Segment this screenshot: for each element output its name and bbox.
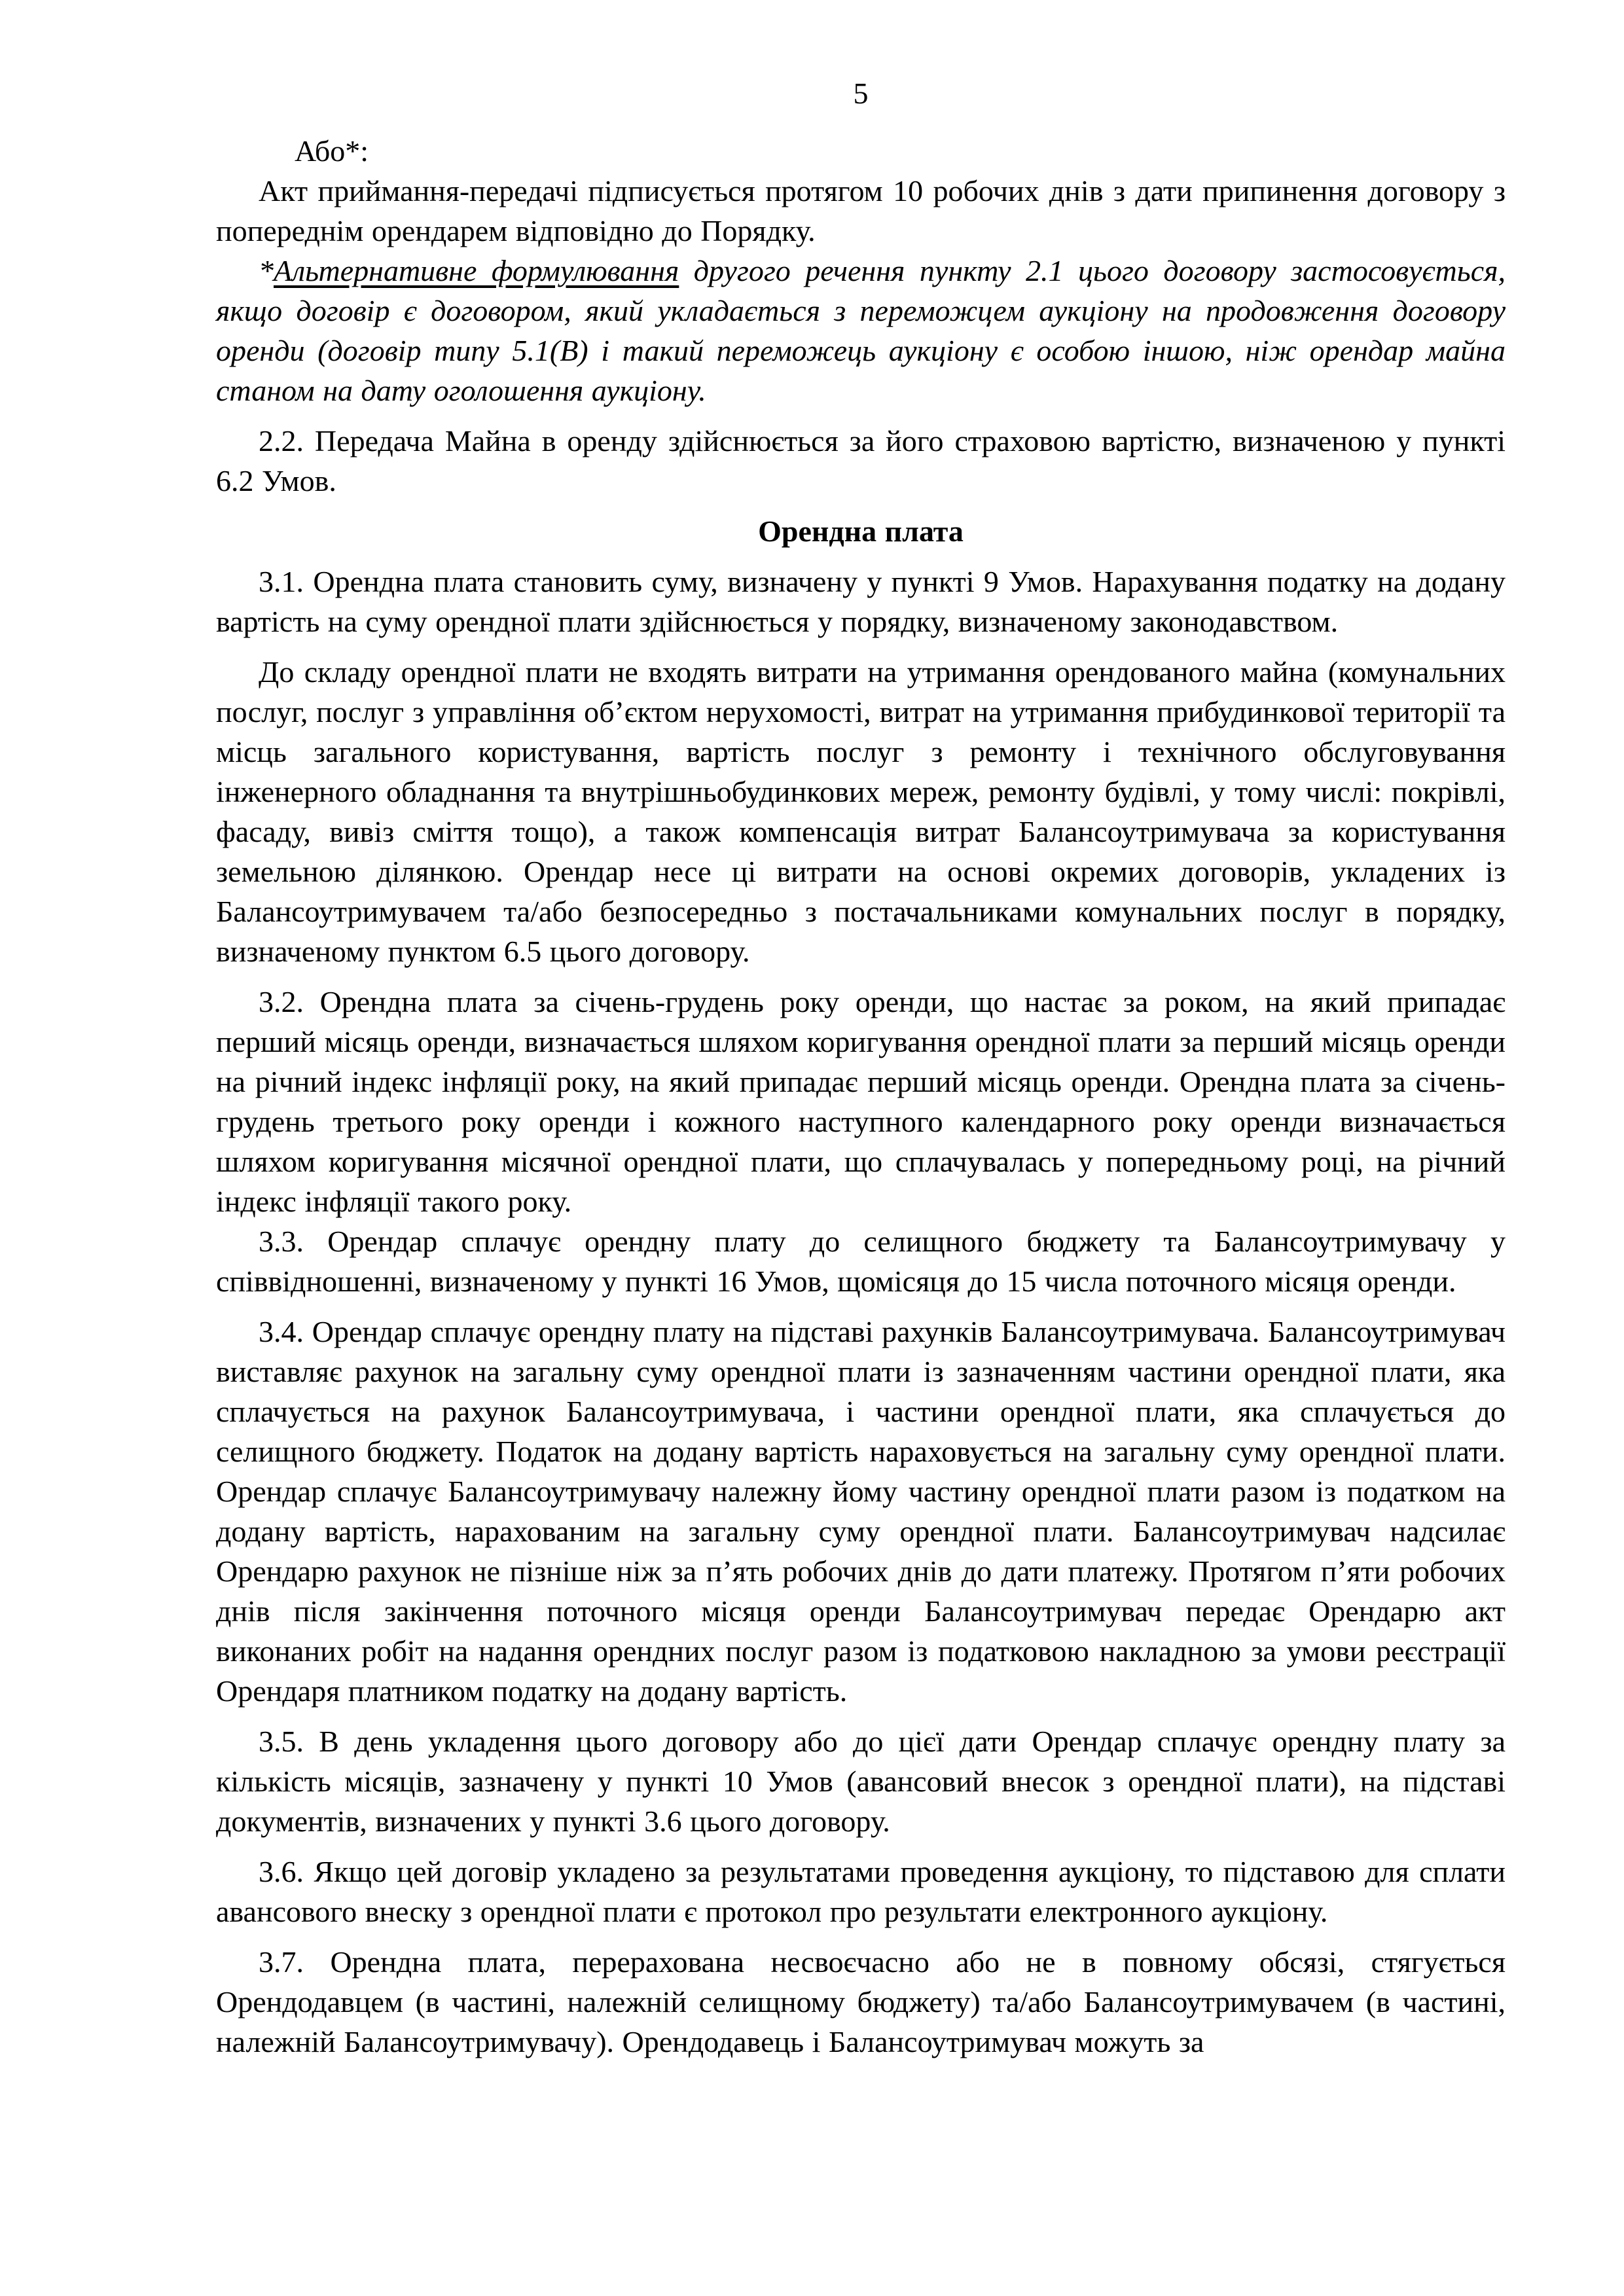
paragraph-3-1: 3.1. Орендна плата становить суму, визначену у пункті 9 Умов. Нарахування податку на додану вартість на суму орендної плати здійснюється у порядку, визначеному законодавством.: [216, 565, 1506, 638]
paragraph-alternative-wording: [216, 251, 1506, 410]
paragraph-2-2: 2.2. Передача Майна в оренду здійснюється за його страховою вартістю, визначеною у пункті 6.2 Умов.: [216, 424, 1506, 497]
paragraph-abo: Або*:: [295, 134, 369, 168]
alternative-asterisk: *: [259, 254, 274, 287]
paragraph-3-2: 3.2. Орендна плата за січень-грудень року оренди, що настає за роком, на який припадає перший місяць оренди, визначається шляхом коригування орендної плати за перший місяць оренди на річний індекс інфляції року, на який припадає перший місяць оренди. Орендна плата за січень-грудень третього року оренди і кожного наступного календарного року оренди визначається шляхом коригування місячної орендної плати, що сплачувалась у попередньому році, на річний індекс інфляції такого року.: [216, 985, 1506, 1218]
alternative-underlined-lead: Альтернативне формулювання: [274, 254, 679, 287]
paragraph-3-5: 3.5. В день укладення цього договору або до цієї дати Орендар сплачує орендну плату за кількість місяців, зазначену у пункті 10 Умов (авансовий внесок з орендної плати), на підставі документів, визначених у пункті 3.6 цього договору.: [216, 1725, 1506, 1838]
paragraph-3-6: 3.6. Якщо цей договір укладено за результатами проведення аукціону, то підставою для сплати авансового внеску з орендної плати є протокол про результати електронного аукціону.: [216, 1855, 1506, 1928]
paragraph-3-3: 3.3. Орендар сплачує орендну плату до селищного бюджету та Балансоутримувачу у співвідношенні, визначеному у пункті 16 Умов, щомісяця до 15 числа поточного місяця оренди.: [216, 1225, 1506, 1298]
paragraph-3-7: 3.7. Орендна плата, перерахована несвоєчасно або не в повному обсязі, стягується Орендодавцем (в частині, належній селищному бюджету) та/або Балансоутримувачем (в частині, належній Балансоутримувачу). Орендодавець і Балансоутримувач можуть за: [216, 1945, 1506, 2058]
paragraph-rent-composition: До складу орендної плати не входять витрати на утримання орендованого майна (комунальних послуг, послуг з управління об’єктом нерухомості, витрат на утримання прибудинкової території та місць загального користування, вартість послуг з ремонту і технічного обслуговування інженерного обладнання та внутрішньобудинкових мереж, ремонту будівлі, у тому числі: покрівлі, фасаду, вивіз сміття тощо), а також компенсація витрат Балансоутримувача за користування земельною ділянкою. Орендар несе ці витрати на основі окремих договорів, укладених із Балансоутримувачем та/або безпосередньо з постачальниками комунальних послуг в порядку, визначеному пунктом 6.5 цього договору.: [216, 655, 1506, 968]
page-number: 5: [853, 77, 869, 110]
alternative-rest-text: другого речення пункту 2.1 цього договору застосовується, якщо договір є договором, який укладається з переможцем аукціону на продовження договору оренди (договір типу 5.1(В) і такий переможець аукціону є особою іншою, ніж орендар майна станом на дату оголошення аукціону.: [216, 254, 1506, 407]
paragraph-transfer-act: Акт приймання-передачі підписується протягом 10 робочих днів з дати припинення договору з попереднім орендарем відповідно до Порядку.: [216, 174, 1506, 247]
paragraph-3-4: 3.4. Орендар сплачує орендну плату на підставі рахунків Балансоутримувача. Балансоутримувач виставляє рахунок на загальну суму орендної плати із зазначенням частини орендної плати, яка сплачується на рахунок Балансоутримувача, і частини орендної плати, яка сплачується до селищного бюджету. Податок на додану вартість нараховується на загальну суму орендної плати. Орендар сплачує Балансоутримувачу належну йому частину орендної плати разом із податком на додану вартість, нарахованим на загальну суму орендної плати. Балансоутримувач надсилає Орендарю рахунок не пізніше ніж за п’ять робочих днів до дати платежу. Протягом п’яти робочих днів після закінчення поточного місяця оренди Балансоутримувач передає Орендарю акт виконаних робіт на надання орендних послуг разом із податковою накладною за умови реєстрації Орендаря платником податку на додану вартість.: [216, 1315, 1506, 1708]
section-heading-rent: Орендна плата: [758, 514, 964, 548]
